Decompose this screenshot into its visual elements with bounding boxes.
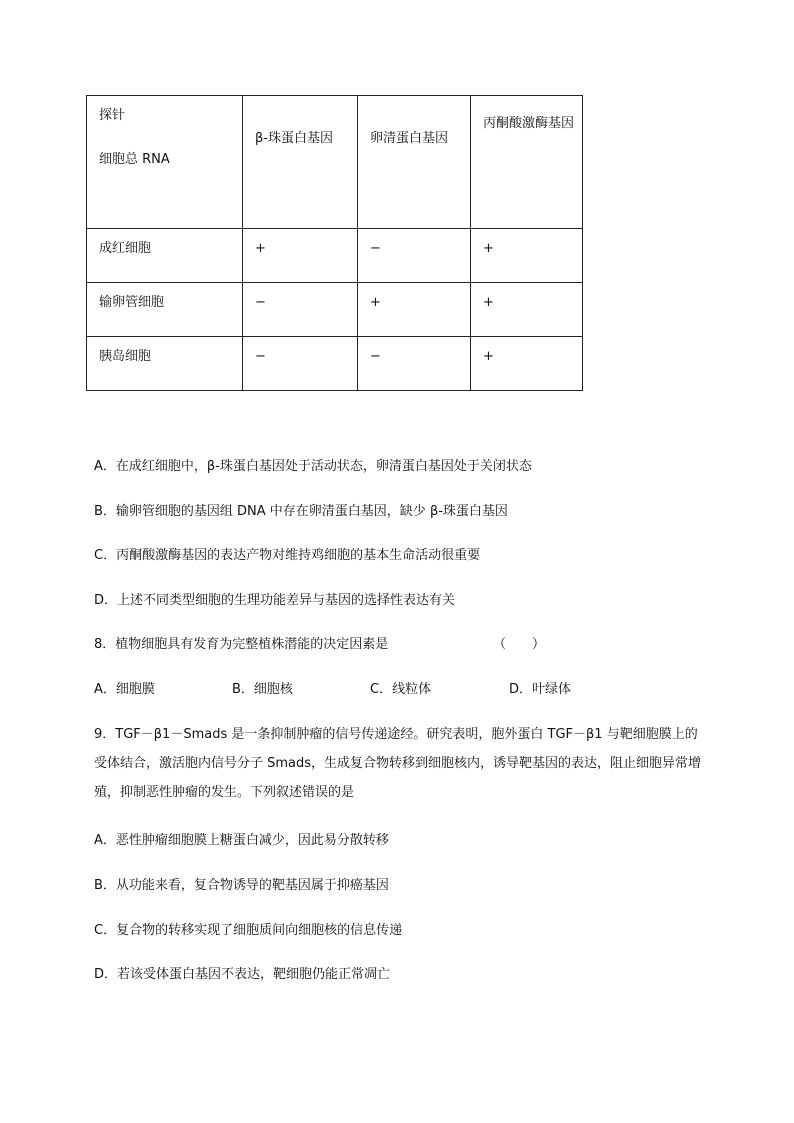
table-cell: +: [471, 229, 583, 283]
header-beta-globin: β-珠蛋白基因: [243, 96, 358, 229]
table-cell: −: [358, 229, 471, 283]
row-label: 胰岛细胞: [87, 337, 243, 391]
q8-options: [94, 680, 714, 700]
q8-option-c: C．线粒体: [370, 682, 432, 697]
answer-parentheses: （ ）: [493, 637, 546, 652]
q7-option-c: C．丙酮酸激酶基因的表达产物对维持鸡细胞的基本生命活动很重要: [94, 548, 481, 563]
table-corner-cell: [87, 96, 243, 229]
table-cell: +: [243, 229, 358, 283]
table-row: [87, 283, 583, 337]
q9-option-c: C．复合物的转移实现了细胞质间向细胞核的信息传递: [94, 923, 403, 938]
row-label: 输卵管细胞: [87, 283, 243, 337]
corner-rna-label: 细胞总 RNA: [99, 152, 170, 167]
q8-option-d: D．叶绿体: [509, 682, 572, 697]
q7-option-b: B．输卵管细胞的基因组 DNA 中存在卵清蛋白基因，缺少 β-珠蛋白基因: [94, 504, 508, 519]
corner-probe-label: 探针: [99, 108, 126, 123]
table-row: [87, 229, 583, 283]
table-header-row: [87, 96, 583, 229]
header-ovalbumin: 卵清蛋白基因: [358, 96, 471, 229]
q9-option-a: A．恶性肿瘤细胞膜上糖蛋白减少，因此易分散转移: [94, 833, 389, 848]
table-cell: −: [243, 337, 358, 391]
q9-option-d: D．若该受体蛋白基因不表达，靶细胞仍能正常凋亡: [94, 967, 391, 982]
q7-option-a: A．在成红细胞中，β-珠蛋白基因处于活动状态，卵清蛋白基因处于关闭状态: [94, 459, 532, 474]
table-cell: +: [471, 337, 583, 391]
row-label: 成红细胞: [87, 229, 243, 283]
q8-option-b: B．细胞核: [232, 682, 293, 697]
table-cell: +: [471, 283, 583, 337]
table-cell: −: [358, 337, 471, 391]
table-cell: −: [243, 283, 358, 337]
q9-stem: 9．TGF－β1－Smads 是一条抑制肿瘤的信号传递途经。研究表明，胞外蛋白 TGF－β1 与靶细胞膜上的受体结合，激活胞内信号分子 Smads，生成复合物转移到细胞核内，诱导靶基因的表达，阻止细胞异常增殖，抑制恶性肿瘤的发生。下列叙述错误的是: [94, 727, 702, 800]
header-pyruvate-kinase: 丙酮酸激酶基因: [471, 96, 583, 229]
q8-option-a: A．细胞膜: [94, 682, 155, 697]
table-cell: +: [358, 283, 471, 337]
table-row: [87, 337, 583, 391]
q8-stem: 8．植物细胞具有发育为完整植株潜能的决定因素是: [94, 637, 389, 652]
probe-result-table: [86, 95, 583, 391]
q7-option-d: D．上述不同类型细胞的生理功能差异与基因的选择性表达有关: [94, 593, 456, 608]
q9-option-b: B．从功能来看，复合物诱导的靶基因属于抑癌基因: [94, 878, 389, 893]
